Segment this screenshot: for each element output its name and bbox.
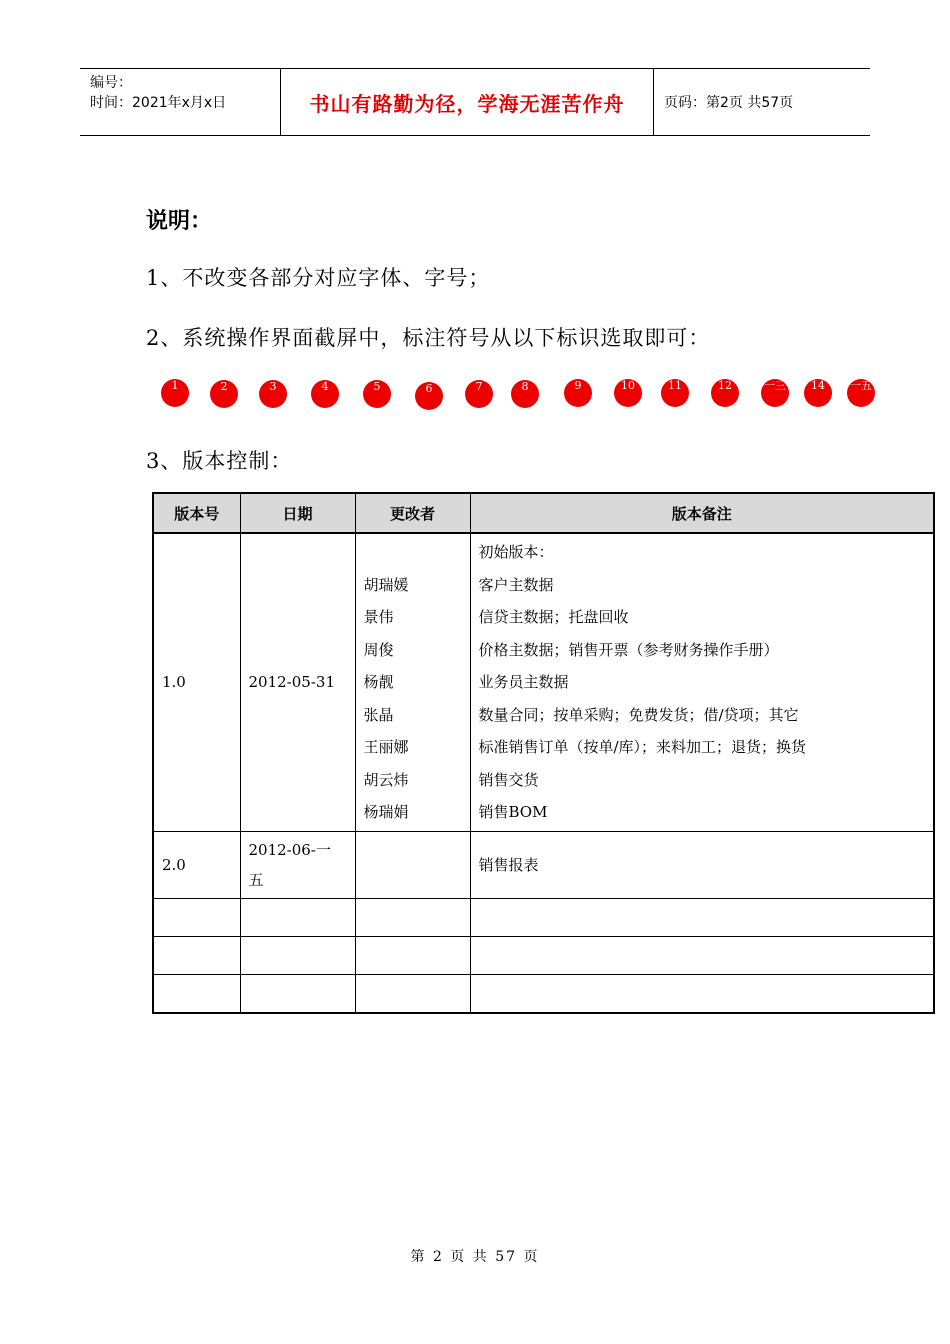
author-line bbox=[364, 536, 462, 569]
note-line: 客户主数据 bbox=[478, 575, 554, 594]
empty-cell bbox=[153, 974, 240, 1013]
col-header-version: 版本号 bbox=[153, 493, 240, 533]
notes-cell: 销售报表 bbox=[470, 831, 934, 898]
empty-cell bbox=[470, 936, 934, 974]
note-line: 业务员主数据 bbox=[478, 673, 569, 691]
note-line: 销售BOM bbox=[478, 803, 548, 821]
empty-cell bbox=[355, 936, 470, 974]
empty-cell bbox=[240, 974, 355, 1013]
author-line: 杨靓 bbox=[363, 673, 394, 691]
marker-icon: 3 bbox=[259, 380, 287, 408]
col-header-notes: 版本备注 bbox=[470, 493, 934, 533]
table-row bbox=[153, 533, 934, 831]
marker-icon: 1 bbox=[161, 379, 189, 407]
marker-icon: 5 bbox=[363, 380, 391, 408]
doc-number-label: 编号： bbox=[90, 75, 132, 91]
marker-icon: 8 bbox=[511, 380, 539, 408]
note-line: 标准销售订单（按单/库）；来料加工；退货；换货 bbox=[478, 738, 807, 756]
header-page-info: 页码：第2页 共57页 bbox=[664, 95, 794, 111]
author-line: 王丽娜 bbox=[363, 738, 409, 756]
header-meta bbox=[80, 69, 281, 135]
version-cell: 1.0 bbox=[153, 533, 240, 831]
note-line: 初始版本： bbox=[478, 543, 554, 561]
authors-cell bbox=[355, 831, 470, 898]
marker-icon: 6 bbox=[415, 382, 443, 410]
empty-cell bbox=[470, 898, 934, 936]
authors-cell bbox=[355, 533, 470, 831]
page-footer: 第 2 页 共 57 页 bbox=[410, 1249, 540, 1265]
marker-icon: 2 bbox=[210, 380, 238, 408]
empty-cell bbox=[240, 898, 355, 936]
header-motto: 书山有路勤为径，学海无涯苦作舟 bbox=[281, 69, 654, 135]
section-title: 说明： bbox=[146, 209, 213, 234]
author-line: 景伟 bbox=[363, 608, 394, 626]
table-row bbox=[153, 936, 934, 974]
notes-cell bbox=[470, 533, 934, 831]
marker-icon: 一三 bbox=[761, 379, 789, 407]
table-row bbox=[153, 831, 934, 898]
author-line: 胡瑞媛 bbox=[363, 575, 409, 594]
author-line: 周俊 bbox=[363, 640, 394, 659]
author-line: 张晶 bbox=[363, 705, 394, 724]
author-line: 胡云炜 bbox=[363, 770, 409, 789]
author-line: 杨瑞娟 bbox=[363, 803, 409, 821]
instruction-1: 1、不改变各部分对应字体、字号； bbox=[146, 266, 491, 290]
marker-icon: 9 bbox=[564, 379, 592, 407]
marker-icon: 12 bbox=[711, 379, 739, 407]
date-cell: 2012-05-31 bbox=[240, 533, 355, 831]
col-header-date: 日期 bbox=[240, 493, 355, 533]
date-cell bbox=[240, 831, 355, 898]
version-cell: 2.0 bbox=[153, 831, 240, 898]
empty-cell bbox=[355, 974, 470, 1013]
marker-icon: 10 bbox=[614, 379, 642, 407]
marker-icon: 4 bbox=[311, 380, 339, 408]
empty-cell bbox=[240, 936, 355, 974]
instruction-2: 2、系统操作界面截屏中，标注符号从以下标识选取即可： bbox=[146, 326, 711, 350]
note-line: 数量合同；按单采购；免费发货；借/贷项；其它 bbox=[478, 705, 799, 724]
note-line: 价格主数据；销售开票（参考财务操作手册） bbox=[478, 640, 779, 659]
marker-icon: 一五 bbox=[847, 379, 875, 407]
marker-icon: 7 bbox=[465, 380, 493, 408]
doc-date: 时间：2021年x月x日 bbox=[90, 95, 227, 111]
table-row bbox=[153, 974, 934, 1013]
marker-icon: 11 bbox=[661, 379, 689, 407]
marker-icon: 14 bbox=[804, 379, 832, 407]
note-line: 销售交货 bbox=[478, 770, 539, 789]
version-control-table bbox=[152, 492, 935, 1014]
note-line: 信贷主数据；托盘回收 bbox=[478, 608, 629, 626]
empty-cell bbox=[153, 898, 240, 936]
date-line: 2012-06-一 bbox=[248, 840, 331, 859]
empty-cell bbox=[355, 898, 470, 936]
table-row bbox=[153, 898, 934, 936]
col-header-author: 更改者 bbox=[355, 493, 470, 533]
instruction-3: 3、版本控制： bbox=[146, 449, 293, 473]
empty-cell bbox=[470, 974, 934, 1013]
table-header-row bbox=[153, 493, 934, 533]
page-header bbox=[80, 68, 870, 136]
empty-cell bbox=[153, 936, 240, 974]
date-line: 五 bbox=[248, 870, 264, 889]
